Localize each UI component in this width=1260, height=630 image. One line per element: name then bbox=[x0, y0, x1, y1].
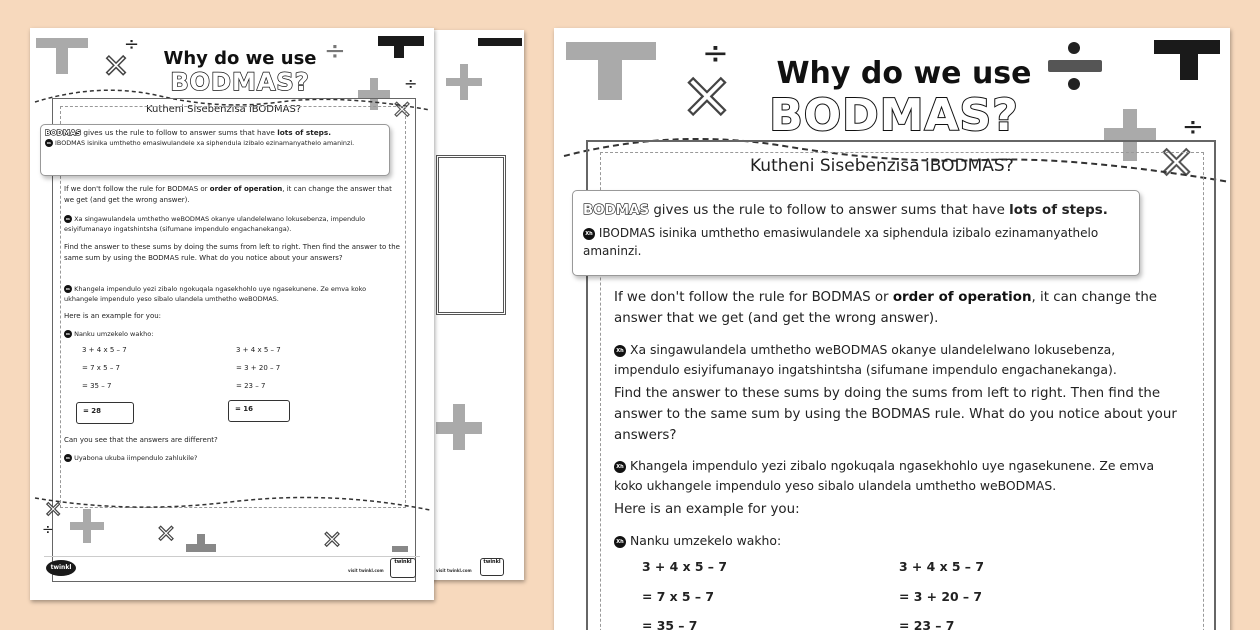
example-intro: Here is an example for you: bbox=[614, 502, 800, 517]
callout-main-text: gives us the rule to follow to answer sums that have bbox=[83, 128, 275, 137]
times-icon: ✕ bbox=[322, 526, 343, 554]
paragraph-2: Find the answer to these sums by doing the sums from left to right. Then find the answer to the same sum by using the BODMAS rule. What do you notice about your answers? bbox=[64, 243, 400, 263]
right-step-1: 3 + 4 x 5 – 7 bbox=[899, 559, 984, 574]
plus-icon bbox=[83, 509, 91, 543]
paragraph-1: If we don't follow the rule for BODMAS or order of operation, it can change the answer that we get (and get the wrong answer). bbox=[614, 290, 1158, 326]
twinkl-badge: twinkl bbox=[480, 558, 504, 576]
page-title-line2: BODMAS? bbox=[170, 68, 310, 96]
footer-url: visit twinkl.com bbox=[348, 568, 384, 573]
paragraph-1-translation: Xh Xa singawulandela umthetho weBODMAS okanye ulandelelwano lokusebenza, impendulo esiyifumanayo ingatshintsha (sifumane impendulo engachanekanga). bbox=[64, 215, 366, 234]
callout-bold-text: lots of steps. bbox=[277, 128, 331, 137]
times-icon: ✕ bbox=[392, 96, 413, 124]
plus-icon bbox=[197, 534, 205, 552]
page-title-line1: Why do we use bbox=[776, 56, 1032, 91]
intro-callout bbox=[572, 190, 1140, 276]
divide-icon: ÷ bbox=[702, 34, 729, 72]
callout-main-text: gives us the rule to follow to answer sums that have bbox=[653, 203, 1005, 218]
xhosa-flag-icon: Xh bbox=[583, 228, 595, 240]
right-step-3: = 23 – 7 bbox=[899, 618, 955, 630]
right-step-1: 3 + 4 x 5 – 7 bbox=[236, 346, 281, 354]
bodmas-brand: BODMAS bbox=[45, 128, 81, 137]
xhosa-flag-icon: Xh bbox=[614, 536, 626, 548]
divide-icon: ÷ bbox=[404, 74, 418, 93]
right-step-3: = 23 – 7 bbox=[236, 382, 266, 390]
left-step-3: = 35 – 7 bbox=[82, 382, 112, 390]
callout-translation: IBODMAS isinika umthetho emasiwulandele xa siphendula izibalo ezinamanyathelo amaninzi. bbox=[583, 226, 1099, 258]
divide-icon: ÷ bbox=[1182, 112, 1204, 142]
plus-icon bbox=[394, 36, 404, 58]
plus-icon bbox=[460, 64, 468, 100]
footer-url: visit twinkl.com bbox=[436, 568, 472, 573]
times-icon: ✕ bbox=[102, 47, 130, 85]
worksheet-zoom-right bbox=[554, 28, 1230, 630]
paragraph-1: If we don't follow the rule for BODMAS or order of operation, it can change the answer that we get (and get the wrong answer). bbox=[64, 185, 392, 205]
xhosa-flag-icon: Xh bbox=[614, 345, 626, 357]
twinkl-logo: twinkl bbox=[46, 560, 76, 576]
left-step-2: = 7 x 5 – 7 bbox=[642, 589, 715, 604]
paragraph-1-translation: Xh Xa singawulandela umthetho weBODMAS okanye ulandelelwano lokusebenza, impendulo esiyifumanayo ingatshintsha (sifumane impendulo engachanekanga). bbox=[614, 342, 1117, 377]
paragraph-2: Find the answer to these sums by doing the sums from left to right. Then find the answer to the same sum by using the BODMAS rule. What do you notice about your answers? bbox=[614, 386, 1177, 443]
bodmas-brand: BODMAS bbox=[583, 203, 650, 218]
minus-icon bbox=[392, 546, 408, 552]
left-step-1: 3 + 4 x 5 – 7 bbox=[642, 559, 727, 574]
divide-icon: ÷ bbox=[124, 34, 140, 55]
xhosa-flag-icon: Xh bbox=[614, 461, 626, 473]
times-icon: ✕ bbox=[1158, 138, 1195, 189]
plus-icon bbox=[56, 38, 68, 74]
callout-translation: IBODMAS isinika umthetho emasiwulandele xa siphendula izibalo ezinamanyathelo amaninzi. bbox=[55, 138, 355, 147]
page-title-line1: Why do we use bbox=[163, 48, 317, 69]
question-translation: Xh Uyabona ukuba iimpendulo zahlukile? bbox=[65, 454, 198, 462]
plus-icon bbox=[1180, 40, 1198, 80]
xhosa-flag-icon: Xh bbox=[65, 287, 71, 291]
paragraph-2-translation: Xh Khangela impendulo yezi zibalo ngokuqala ngasekhohlo uye ngasekunene. Ze emva koko ukhangele impendulo yeso sibalo ulandela umthetho weBODMAS. bbox=[64, 285, 367, 304]
divide-icon: ÷ bbox=[42, 522, 54, 538]
worksheet-preview-left bbox=[30, 28, 434, 600]
plus-icon bbox=[598, 42, 622, 100]
page-subtitle: Kutheni Sisebenzisa iBODMAS? bbox=[146, 104, 302, 115]
example-intro: Here is an example for you: bbox=[64, 312, 162, 320]
intro-callout bbox=[40, 124, 390, 176]
example-translation: Xh Nanku umzekelo wakho: bbox=[614, 533, 781, 548]
left-step-2: = 7 x 5 – 7 bbox=[82, 364, 120, 372]
plus-icon bbox=[453, 404, 465, 450]
right-step-2: = 3 + 20 – 7 bbox=[899, 589, 983, 604]
xhosa-flag-icon: Xh bbox=[46, 140, 52, 145]
xhosa-flag-icon: Xh bbox=[65, 456, 71, 460]
minus-icon bbox=[478, 38, 522, 46]
xhosa-flag-icon: Xh bbox=[65, 332, 71, 336]
twinkl-badge: twinkl bbox=[390, 558, 416, 578]
right-answer-box: = 16 bbox=[228, 400, 290, 422]
left-step-1: 3 + 4 x 5 – 7 bbox=[82, 346, 127, 354]
example-translation: Xh Nanku umzekelo wakho: bbox=[65, 330, 154, 338]
question: Can you see that the answers are different? bbox=[64, 436, 218, 444]
times-icon: ✕ bbox=[44, 498, 63, 523]
page-title-line2: BODMAS? bbox=[769, 90, 1019, 141]
page-subtitle: Kutheni Sisebenzisa iBODMAS? bbox=[750, 156, 1014, 176]
left-answer-box: = 28 bbox=[76, 402, 134, 424]
left-step-3: = 35 – 7 bbox=[642, 618, 698, 630]
xhosa-flag-icon: Xh bbox=[65, 217, 71, 221]
paragraph-2-translation: Xh Khangela impendulo yezi zibalo ngokuqala ngasekhohlo uye ngasekunene. Ze emva koko ukhangele impendulo yeso sibalo ulandela umthetho weBODMAS. bbox=[614, 458, 1155, 493]
times-icon: ✕ bbox=[156, 520, 177, 548]
back-image-frame bbox=[436, 155, 506, 315]
divide-icon: ÷ bbox=[324, 36, 346, 66]
callout-bold-text: lots of steps. bbox=[1009, 203, 1108, 218]
times-icon: ✕ bbox=[681, 61, 733, 134]
divide-icon bbox=[1048, 38, 1104, 94]
footer-line bbox=[44, 556, 420, 557]
right-step-2: = 3 + 20 – 7 bbox=[236, 364, 281, 372]
